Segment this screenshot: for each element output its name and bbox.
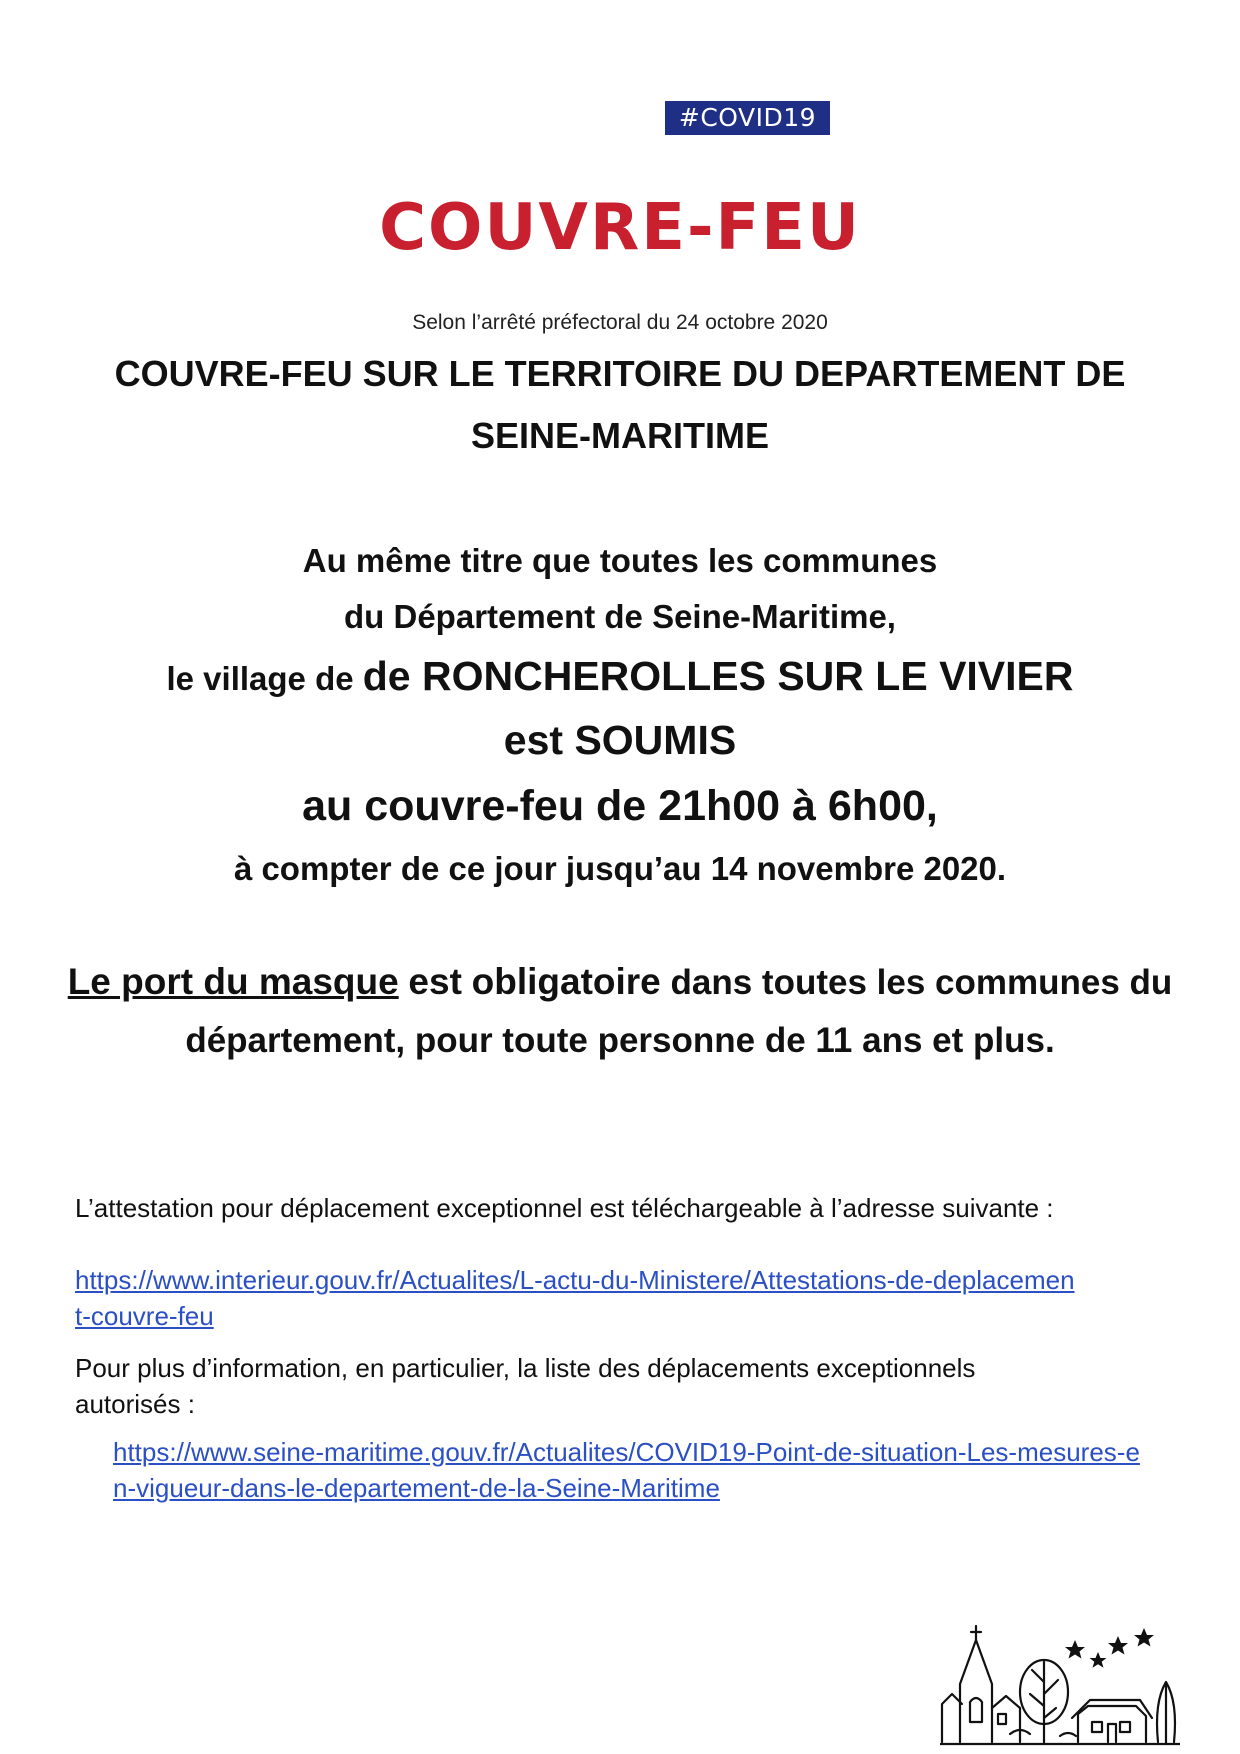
mask-obligatoire: obligatoire bbox=[471, 961, 661, 1002]
village-prefix: le village de bbox=[166, 660, 354, 697]
announcement-line-1: Au même titre que toutes les communes bbox=[302, 542, 938, 579]
announcement-line-3 bbox=[0, 650, 1240, 705]
mask-est: est bbox=[408, 961, 462, 1002]
village-logo-icon bbox=[940, 1622, 1180, 1746]
announcement-line-2: du Département de Seine-Maritime, bbox=[344, 598, 896, 635]
village-name: de RONCHEROLLES SUR LE VIVIER bbox=[362, 653, 1074, 699]
curfew-end-date: à compter de ce jour jusqu’au 14 novembre 2020. bbox=[233, 850, 1007, 887]
more-info-link-block bbox=[113, 1434, 1153, 1506]
more-info-link[interactable]: https://www.seine-maritime.gouv.fr/Actualites/COVID19-Point-de-situation-Les-mesures-en-vigueur-dans-le-departement-de-la-Seine-Maritime bbox=[113, 1437, 1140, 1503]
mask-underlined: Le port du masque bbox=[67, 961, 399, 1002]
announcement-line-4: est SOUMIS bbox=[503, 717, 737, 763]
mask-paragraph bbox=[60, 953, 1180, 1070]
covid19-badge: #COVID19 bbox=[665, 101, 830, 135]
headline: COUVRE-FEU SUR LE TERRITOIRE DU DEPARTEMENT DE SEINE-MARITIME bbox=[114, 353, 1126, 456]
curfew-hours: au couvre-feu de 21h00 à 6h00, bbox=[302, 782, 938, 830]
mask-rest: dans toutes les communes du département, pour toute personne de 11 ans et plus. bbox=[185, 963, 1173, 1060]
arrete-reference: Selon l’arrêté préfectoral du 24 octobre 2020 bbox=[412, 311, 828, 334]
page-title: COUVRE-FEU bbox=[379, 191, 861, 265]
attestation-link[interactable]: https://www.interieur.gouv.fr/Actualites/L-actu-du-Ministere/Attestations-de-deplacement-couvre-feu bbox=[75, 1265, 1075, 1331]
attestation-text: L’attestation pour déplacement exceptionnel est téléchargeable à l’adresse suivante : bbox=[75, 1193, 1054, 1223]
attestation-link-block bbox=[75, 1262, 1075, 1334]
more-info-text: Pour plus d’information, en particulier, la liste des déplacements exceptionnels autorisés : bbox=[75, 1353, 976, 1419]
